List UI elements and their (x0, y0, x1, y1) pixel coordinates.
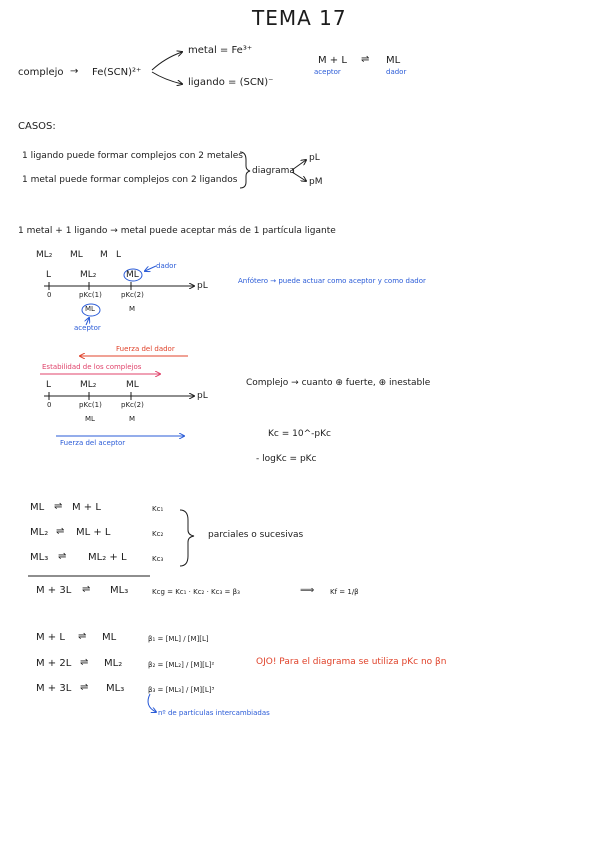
d2-above-ml: ML (126, 380, 139, 390)
beta-note-hook (148, 694, 156, 712)
intro-eq-left: M + L (318, 55, 347, 66)
d2-estabilidad: Estabilidad de los complejos (42, 363, 142, 371)
suc-eq-3-right: ML₂ + L (88, 552, 127, 563)
d1-anfotero: Anfótero → puede actuar como aceptor y como dador (238, 277, 426, 285)
diagram1-dador-arrow (145, 266, 156, 271)
rule-line: 1 metal + 1 ligando → metal puede aceptar más de 1 partícula ligante (18, 226, 336, 236)
d2-tick-1: pKc(1) (79, 401, 102, 409)
casos-pM: pM (309, 177, 323, 187)
d1-dador: dador (156, 262, 177, 270)
intro-ligando: ligando = (SCN)⁻ (188, 77, 274, 88)
beta-eq-1-left: M + L (36, 632, 65, 643)
d2-kc-formula: Kc = 10^-pKc (268, 429, 331, 439)
suc-eq-2-right: ML + L (76, 527, 111, 538)
suc-eq-2-k: Kc₂ (152, 530, 164, 538)
beta-eq-2-right: ML₂ (104, 658, 123, 669)
beta-eq-2-left: M + 2L (36, 658, 72, 669)
intro-metal: metal = Fe³⁺ (188, 45, 253, 56)
suc-eq-2-left: ML₂ (30, 527, 49, 538)
beta-eq-1-arrow: ⇌ (78, 631, 87, 642)
intro-eq-right: ML (386, 55, 401, 66)
suc-total-arrow: ⇌ (82, 584, 91, 595)
intro-aceptor: aceptor (314, 68, 341, 76)
suc-eq-1-k: Kc₁ (152, 505, 164, 513)
casos-heading: CASOS: (18, 121, 56, 132)
suc-eq-1-right: M + L (72, 502, 101, 513)
suc-total-implies: ⟹ (300, 585, 315, 596)
d1-tick-1: pKc(1) (79, 291, 102, 299)
d2-tick-2: pKc(2) (121, 401, 144, 409)
suc-eq-1-left: ML (30, 502, 45, 513)
casos-pL: pL (309, 153, 320, 163)
beta-eq-3-beta: β₃ = [ML₃] / [M][L]³ (148, 686, 215, 694)
d1-top-l: L (116, 250, 122, 260)
intro-dador: dador (386, 68, 407, 76)
beta-eq-1-beta: β₁ = [ML] / [M][L] (148, 635, 209, 643)
suc-eq-2-arrow: ⇌ (56, 526, 65, 537)
d1-zero: 0 (47, 291, 52, 299)
intro-fork (152, 52, 182, 84)
beta-eq-3-left: M + 3L (36, 683, 72, 694)
suc-eq-3-left: ML₃ (30, 552, 49, 563)
suc-total-k: Kcg = Kc₁ · Kc₂ · Kc₃ = β₃ (152, 588, 240, 596)
beta-eq-3-right: ML₃ (106, 683, 125, 694)
d2-pL: pL (197, 391, 208, 401)
casos-diagrama: diagrama (252, 166, 295, 176)
d1-top-ml2: ML₂ (36, 250, 53, 260)
suc-eq-3-arrow: ⇌ (58, 551, 67, 562)
intro-arrow: → (70, 66, 79, 77)
suc-total-kf: Kf = 1/β (330, 588, 359, 596)
d2-below-m: M (129, 415, 136, 423)
beta-eq-2-arrow: ⇌ (80, 657, 89, 668)
beta-note: nº de partículas intercambiadas (158, 709, 270, 717)
suc-eq-3-k: Kc₃ (152, 555, 164, 563)
intro-eq-arrow: ⇌ (361, 54, 370, 65)
casos-line-2: 1 metal puede formar complejos con 2 ligandos (22, 175, 238, 185)
d1-pL: pL (197, 281, 208, 291)
d1-above-ml: ML (126, 270, 139, 280)
d1-above-ml2: ML₂ (80, 270, 97, 280)
sucesivas-brace (180, 510, 194, 566)
beta-eq-3-arrow: ⇌ (80, 682, 89, 693)
suc-total-right: ML₃ (110, 585, 129, 596)
d2-log-formula: - logKc = pKc (256, 454, 317, 464)
casos-line-1: 1 ligando puede formar complejos con 2 metales (22, 151, 243, 161)
d1-top-ml: ML (70, 250, 83, 260)
suc-label: parciales o sucesivas (208, 530, 304, 540)
d1-below-m: M (129, 305, 136, 313)
beta-eq-2-beta: β₂ = [ML₂] / [M][L]² (148, 661, 215, 669)
beta-ojo: OJO! Para el diagrama se utiliza pKc no βn (256, 657, 447, 667)
suc-total-left: M + 3L (36, 585, 72, 596)
d2-above-l: L (46, 380, 52, 390)
page-title: TEMA 17 (252, 6, 347, 30)
d2-complejo-note: Complejo → cuanto ⊕ fuerte, ⊕ inestable (246, 378, 431, 388)
d1-aceptor: aceptor (74, 324, 101, 332)
d2-below-ml: ML (85, 415, 95, 423)
d2-fuerza-dador: Fuerza del dador (116, 345, 175, 353)
intro-complejo: complejo (18, 67, 64, 78)
intro-formula: Fe(SCN)²⁺ (92, 67, 142, 78)
suc-eq-1-arrow: ⇌ (54, 501, 63, 512)
d1-tick-2: pKc(2) (121, 291, 144, 299)
beta-eq-1-right: ML (102, 632, 117, 643)
d2-above-ml2: ML₂ (80, 380, 97, 390)
d1-below-ml: ML (85, 305, 95, 313)
d1-top-m: M (100, 250, 108, 260)
d2-zero: 0 (47, 401, 52, 409)
d2-fuerza-aceptor: Fuerza del aceptor (60, 439, 126, 447)
d1-above-l: L (46, 270, 52, 280)
